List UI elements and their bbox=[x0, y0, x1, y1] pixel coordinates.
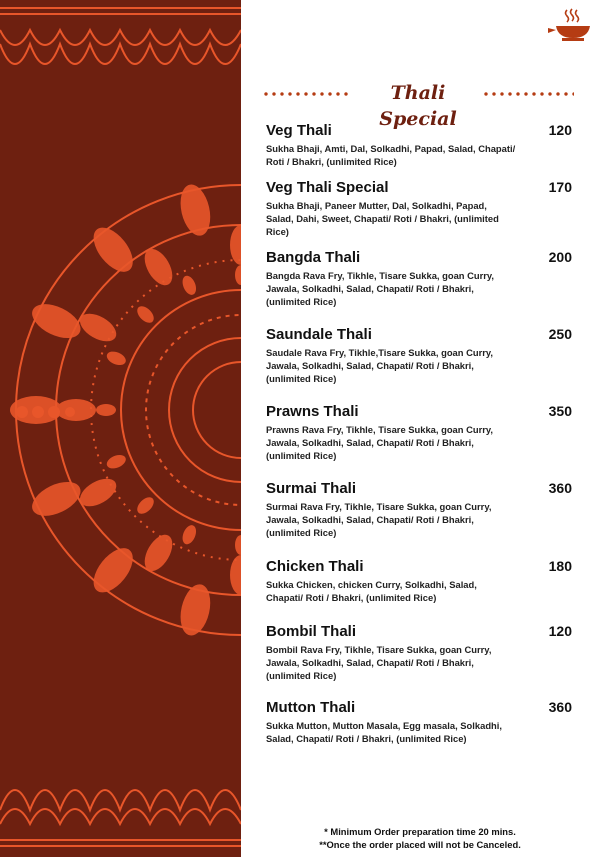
mandala-petal bbox=[230, 555, 241, 595]
menu-item bbox=[266, 558, 586, 604]
menu-item bbox=[266, 403, 586, 462]
item-name: Veg Thali bbox=[266, 122, 332, 139]
heading-dots-right bbox=[482, 92, 574, 96]
item-price: 250 bbox=[548, 326, 572, 342]
item-price: 200 bbox=[548, 249, 572, 265]
item-description: Bangda Rava Fry, Tikhle, Tisare Sukka, goan Curry, Jawala, Solkadhi, Salad, Chapati/ Roti / Bhakri, (unlimited Rice) bbox=[266, 270, 495, 307]
mandala-petal bbox=[180, 274, 199, 297]
item-description: Prawns Rava Fry, Tikhle, Tisare Sukka, goan Curry, Jawala, Solkadhi, Salad, Chapati/ Roti / Bhakri, (unlimited Rice) bbox=[266, 424, 494, 461]
menu-item bbox=[266, 249, 586, 308]
mandala-petal bbox=[180, 523, 199, 546]
item-price: 360 bbox=[548, 480, 572, 496]
footer-note-cancellation: **Once the order placed will not be Canceled. bbox=[319, 839, 521, 850]
heading-dots-left bbox=[262, 92, 352, 96]
mandala-petal bbox=[176, 581, 215, 638]
mandala-petal bbox=[134, 494, 157, 517]
item-name: Saundale Thali bbox=[266, 326, 372, 343]
steaming-bowl-icon bbox=[546, 8, 592, 42]
item-description: Sukha Bhaji, Paneer Mutter, Dal, Solkadhi, Papad, Salad, Dahi, Sweet, Chapati/ Roti / Bhakri, (unlimited Rice) bbox=[266, 200, 499, 237]
item-name: Veg Thali Special bbox=[266, 179, 389, 196]
footer-note-preparation: * Minimum Order preparation time 20 mins. bbox=[324, 826, 516, 837]
item-name: Prawns Thali bbox=[266, 403, 359, 420]
mandala-petal bbox=[105, 452, 128, 471]
mandala-petal bbox=[27, 297, 86, 345]
item-name: Chicken Thali bbox=[266, 558, 364, 575]
mandala-petal bbox=[105, 349, 128, 368]
item-price: 350 bbox=[548, 403, 572, 419]
item-price: 170 bbox=[548, 179, 572, 195]
mandala-petal bbox=[230, 225, 241, 265]
item-description: Sukha Bhaji, Amti, Dal, Solkadhi, Papad, Salad, Chapati/ Roti / Bhakri, (unlimited Rice) bbox=[266, 143, 516, 167]
item-price: 180 bbox=[548, 558, 572, 574]
menu-item bbox=[266, 122, 586, 168]
section-title: Thali Special bbox=[379, 82, 457, 130]
item-name: Mutton Thali bbox=[266, 699, 356, 716]
mandala-petal bbox=[96, 404, 116, 416]
item-name: Surmai Thali bbox=[266, 480, 357, 497]
mandala-petal bbox=[86, 541, 140, 599]
item-description: Sukka Mutton, Mutton Masala, Egg masala, Solkadhi, Salad, Chapati/ Roti / Bhakri, (unlimited Rice) bbox=[266, 720, 502, 744]
item-name: Bombil Thali bbox=[266, 623, 356, 640]
mandala-petal bbox=[56, 399, 96, 421]
mandala-petal bbox=[134, 303, 157, 326]
item-price: 120 bbox=[548, 623, 572, 639]
decorative-panel bbox=[0, 0, 241, 857]
menu-item bbox=[266, 623, 586, 682]
logo bbox=[546, 8, 592, 42]
mandala-decoration bbox=[0, 0, 241, 857]
item-name: Bangda Thali bbox=[266, 249, 361, 266]
menu-item bbox=[266, 699, 586, 745]
mandala-petal bbox=[235, 265, 241, 285]
mandala-petal bbox=[235, 535, 241, 555]
mandala-petal bbox=[27, 475, 86, 523]
item-price: 360 bbox=[548, 699, 572, 715]
item-description: Saudale Rava Fry, Tikhle,Tisare Sukka, goan Curry, Jawala, Solkadhi, Salad, Chapati/ Roti / Bhakri, (unlimited Rice) bbox=[266, 347, 494, 384]
menu-item bbox=[266, 179, 586, 238]
mandala-petal bbox=[176, 182, 215, 239]
item-description: Sukka Chicken, chicken Curry, Solkadhi, Salad, Chapati/ Roti / Bhakri, (unlimited Rice) bbox=[266, 579, 477, 603]
menu-item bbox=[266, 326, 586, 385]
item-price: 120 bbox=[548, 122, 572, 138]
item-description: Bombil Rava Fry, Tikhle, Tisare Sukka, goan Curry, Jawala, Solkadhi, Salad, Chapati/ Roti / Bhakri, (unlimited Rice) bbox=[266, 644, 492, 681]
menu-item bbox=[266, 480, 586, 539]
mandala-petal bbox=[86, 221, 140, 279]
item-description: Surmai Rava Fry, Tikhle, Tisare Sukka, goan Curry, Jawala, Solkadhi, Salad, Chapati/ Roti / Bhakri, (unlimited Rice) bbox=[266, 501, 492, 538]
